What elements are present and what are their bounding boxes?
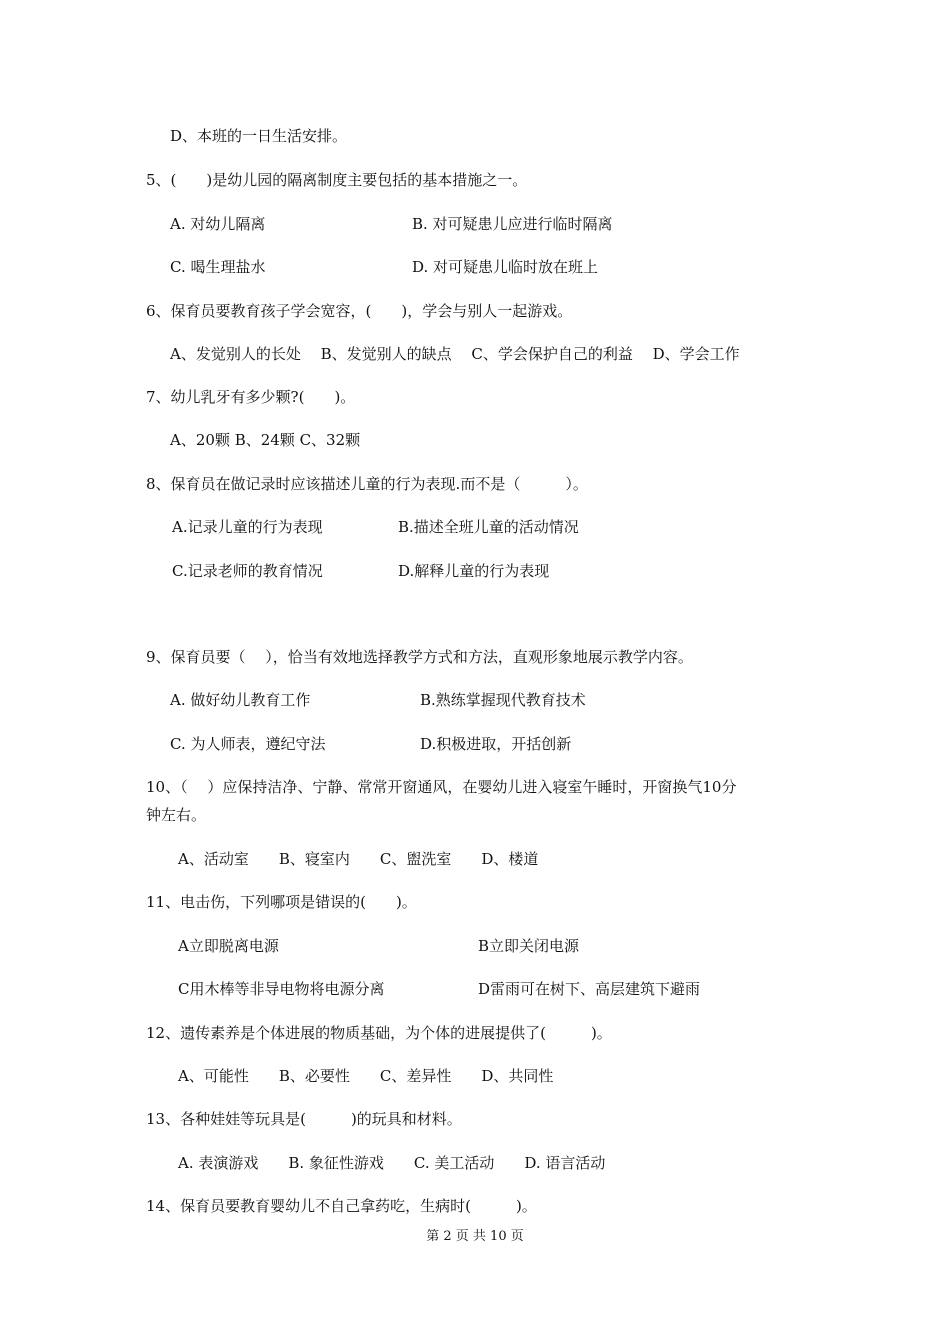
q12-options: A、可能性 B、必要性 C、差异性 D、共同性: [178, 1067, 554, 1085]
q7-options: A、20颗 B、24颗 C、32颗: [170, 431, 361, 449]
question-8: 8、保育员在做记录时应该描述儿童的行为表现.而不是（ ）。: [146, 475, 588, 493]
q9-option-d: D.积极进取，开括创新: [420, 735, 572, 753]
q9-option-a: A. 做好幼儿教育工作: [170, 691, 311, 709]
q5-option-d: D. 对可疑患儿临时放在班上: [412, 258, 599, 276]
question-12: 12、遗传素养是个体进展的物质基础，为个体的进展提供了( )。: [146, 1024, 612, 1042]
q11-option-b: B立即关闭电源: [478, 937, 580, 955]
question-14: 14、保育员要教育婴幼儿不自己拿药吃，生病时( )。: [146, 1197, 537, 1215]
q9-option-b: B.熟练掌握现代教育技术: [420, 691, 586, 709]
q6-options: A、发觉别人的长处 B、发觉别人的缺点 C、学会保护自己的利益 D、学会工作: [170, 345, 740, 363]
q13-options: A. 表演游戏 B. 象征性游戏 C. 美工活动 D. 语言活动: [178, 1154, 606, 1172]
question-9: 9、保育员要（ ），恰当有效地选择教学方式和方法，直观形象地展示教学内容。: [146, 648, 693, 666]
page-footer: 第 2 页 共 10 页: [426, 1229, 524, 1244]
question-5: 5、( )是幼儿园的隔离制度主要包括的基本措施之一。: [146, 171, 528, 189]
q10-options: A、活动室 B、寝室内 C、盥洗室 D、楼道: [178, 850, 539, 868]
q5-option-a: A. 对幼儿隔离: [170, 215, 266, 233]
question-11: 11、电击伤，下列哪项是错误的( )。: [146, 893, 417, 911]
q11-option-d: D雷雨可在树下、高层建筑下避雨: [478, 980, 701, 998]
question-7: 7、幼儿乳牙有多少颗?( )。: [146, 388, 356, 406]
q4-option-d: D、本班的一日生活安排。: [170, 127, 348, 145]
q9-option-c: C. 为人师表，遵纪守法: [170, 735, 326, 753]
q5-option-b: B. 对可疑患儿应进行临时隔离: [412, 215, 613, 233]
q11-option-c: C用木棒等非导电物将电源分离: [178, 980, 385, 998]
question-10: 10、（ ）应保持洁净、宁静、常常开窗通风，在婴幼儿进入寝室午睡时，开窗换气10分: [146, 778, 737, 796]
q8-option-a: A.记录儿童的行为表现: [172, 518, 323, 536]
q8-option-d: D.解释儿童的行为表现: [398, 562, 550, 580]
q11-option-a: A立即脱离电源: [178, 937, 279, 955]
question-10-continued: 钟左右。: [146, 806, 207, 824]
question-6: 6、保育员要教育孩子学会宽容，( )，学会与别人一起游戏。: [146, 302, 573, 320]
q8-option-b: B.描述全班儿童的活动情况: [398, 518, 579, 536]
q5-option-c: C. 喝生理盐水: [170, 258, 266, 276]
question-13: 13、各种娃娃等玩具是( )的玩具和材料。: [146, 1110, 462, 1128]
q8-option-c: C.记录老师的教育情况: [172, 562, 323, 580]
